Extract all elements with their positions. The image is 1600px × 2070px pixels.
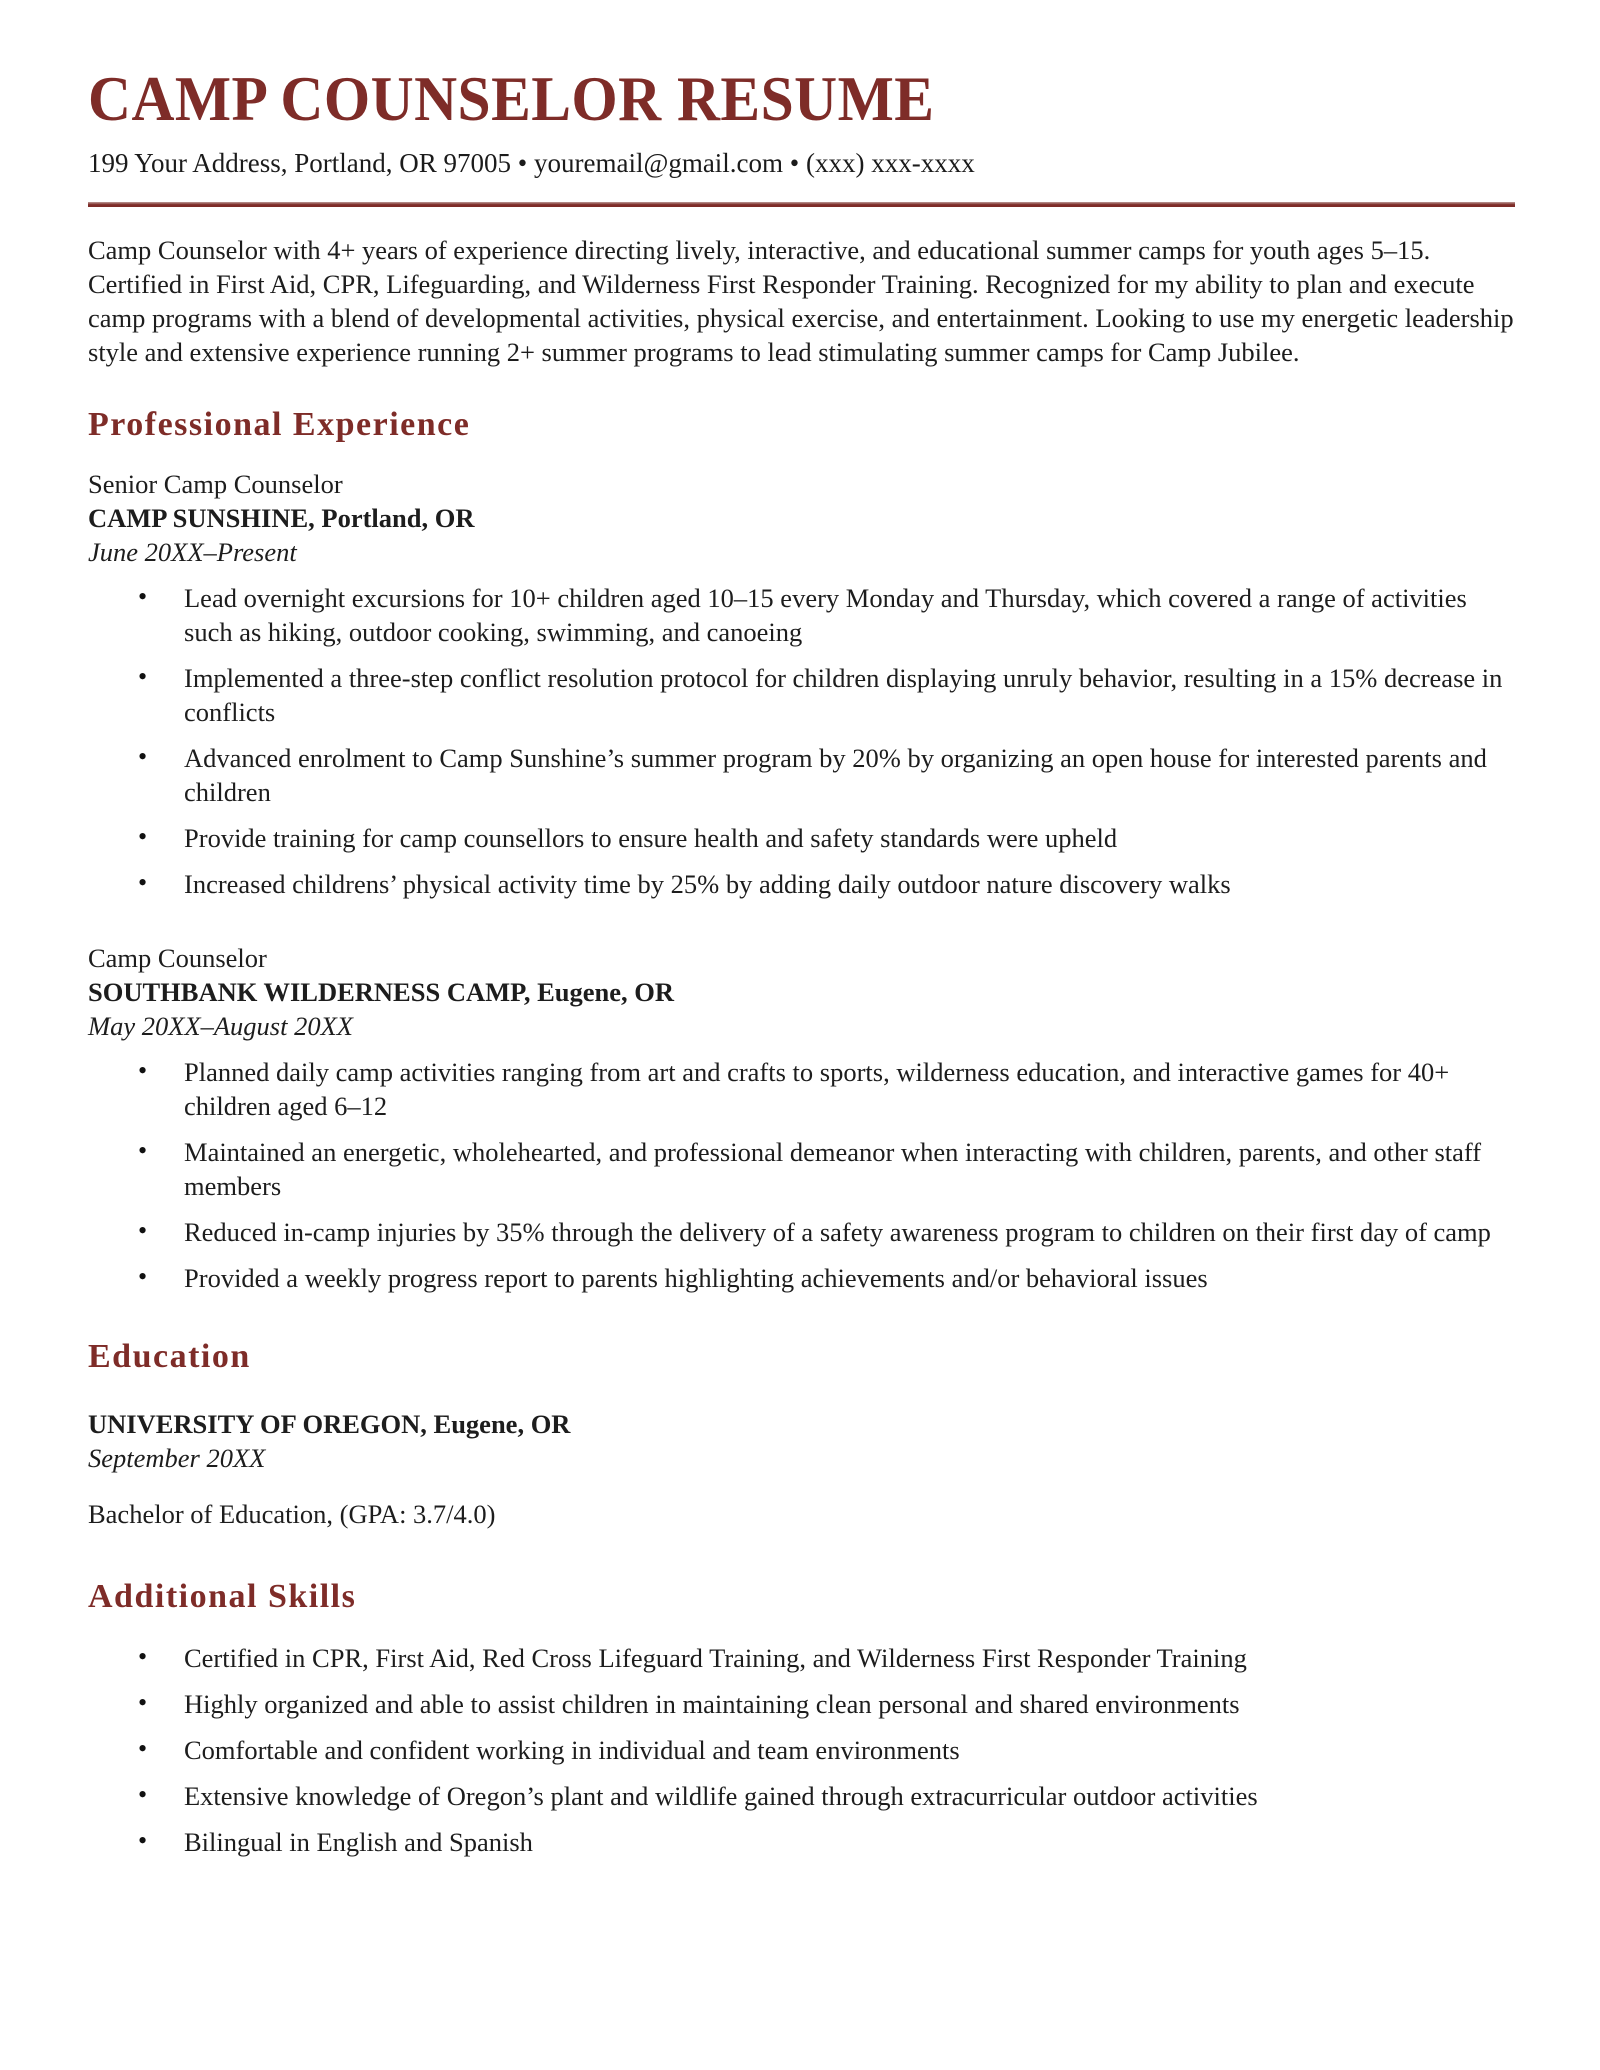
bullet-item: • Provide training for camp counsellors to ensure health and safety standards were upheld — [184, 821, 1514, 855]
bullet-item: • Reduced in-camp injuries by 35% through the delivery of a safety awareness program to children on their first day of camp — [184, 1215, 1514, 1249]
job-title: Senior Camp Counselor — [88, 469, 343, 499]
job-bullets — [88, 1055, 1515, 1295]
section-heading-experience: Professional Experience — [88, 406, 471, 443]
section-heading-education: Education — [88, 1338, 251, 1375]
bullet-item: • Provided a weekly progress report to parents highlighting achievements and/or behavioral issues — [184, 1261, 1514, 1295]
job-company: SOUTHBANK WILDERNESS CAMP, Eugene, OR — [88, 977, 675, 1007]
skill-item: • Comfortable and confident working in individual and team environments — [184, 1733, 1514, 1767]
job-entry-1 — [88, 467, 1515, 901]
contact-line: 199 Your Address, Portland, OR 97005 • youremail@gmail.com • (xxx) xxx-xxxx — [88, 148, 975, 178]
job-bullets — [88, 581, 1515, 901]
summary-paragraph: Camp Counselor with 4+ years of experience directing lively, interactive, and educational summer camps for youth ages 5–15. Certified in First Aid, CPR, Lifeguarding, and Wilderness First Responder Training. Recognized for my ability to plan and execute camp programs with a blend of developmental activities, physical exercise, and entertainment. Looking to use my energetic leadership style and extensive experience running 2+ summer programs to lead stimulating summer camps for Camp Jubilee. — [88, 235, 1514, 367]
bullet-item: • Planned daily camp activities ranging from art and crafts to sports, wilderness education, and interactive games for 40+ children aged 6–12 — [184, 1055, 1514, 1123]
job-dates: May 20XX–August 20XX — [88, 1011, 353, 1041]
skills-list — [88, 1641, 1515, 1859]
education-dates: September 20XX — [88, 1443, 266, 1473]
resume-title: CAMP COUNSELOR RESUME — [88, 63, 935, 134]
skill-item: • Extensive knowledge of Oregon’s plant and wildlife gained through extracurricular outdoor activities — [184, 1779, 1514, 1813]
bullet-item: • Advanced enrolment to Camp Sunshine’s summer program by 20% by organizing an open house for interested parents and children — [184, 741, 1514, 809]
job-entry-2 — [88, 941, 1515, 1295]
bullet-item: • Implemented a three-step conflict resolution protocol for children displaying unruly behavior, resulting in a 15% decrease in conflicts — [184, 661, 1514, 729]
bullet-item: • Increased childrens’ physical activity time by 25% by adding daily outdoor nature discovery walks — [184, 867, 1514, 901]
skill-item: • Bilingual in English and Spanish — [184, 1825, 1514, 1859]
education-degree: Bachelor of Education, (GPA: 3.7/4.0) — [88, 1499, 496, 1529]
job-title: Camp Counselor — [88, 943, 267, 973]
skill-item: • Certified in CPR, First Aid, Red Cross Lifeguard Training, and Wilderness First Responder Training — [184, 1641, 1514, 1675]
bullet-item: • Maintained an energetic, wholehearted, and professional demeanor when interacting with children, parents, and other staff members — [184, 1135, 1514, 1203]
job-dates: June 20XX–Present — [88, 537, 297, 567]
job-company: CAMP SUNSHINE, Portland, OR — [88, 503, 475, 533]
resume-header — [88, 64, 1515, 180]
header-divider — [88, 202, 1515, 207]
education-school: UNIVERSITY OF OREGON, Eugene, OR — [88, 1409, 571, 1439]
skill-item: • Highly organized and able to assist children in maintaining clean personal and shared environments — [184, 1687, 1514, 1721]
bullet-item: • Lead overnight excursions for 10+ children aged 10–15 every Monday and Thursday, which covered a range of activities such as hiking, outdoor cooking, swimming, and canoeing — [184, 581, 1514, 649]
section-heading-skills: Additional Skills — [88, 1578, 357, 1615]
education-entry — [88, 1407, 1515, 1531]
